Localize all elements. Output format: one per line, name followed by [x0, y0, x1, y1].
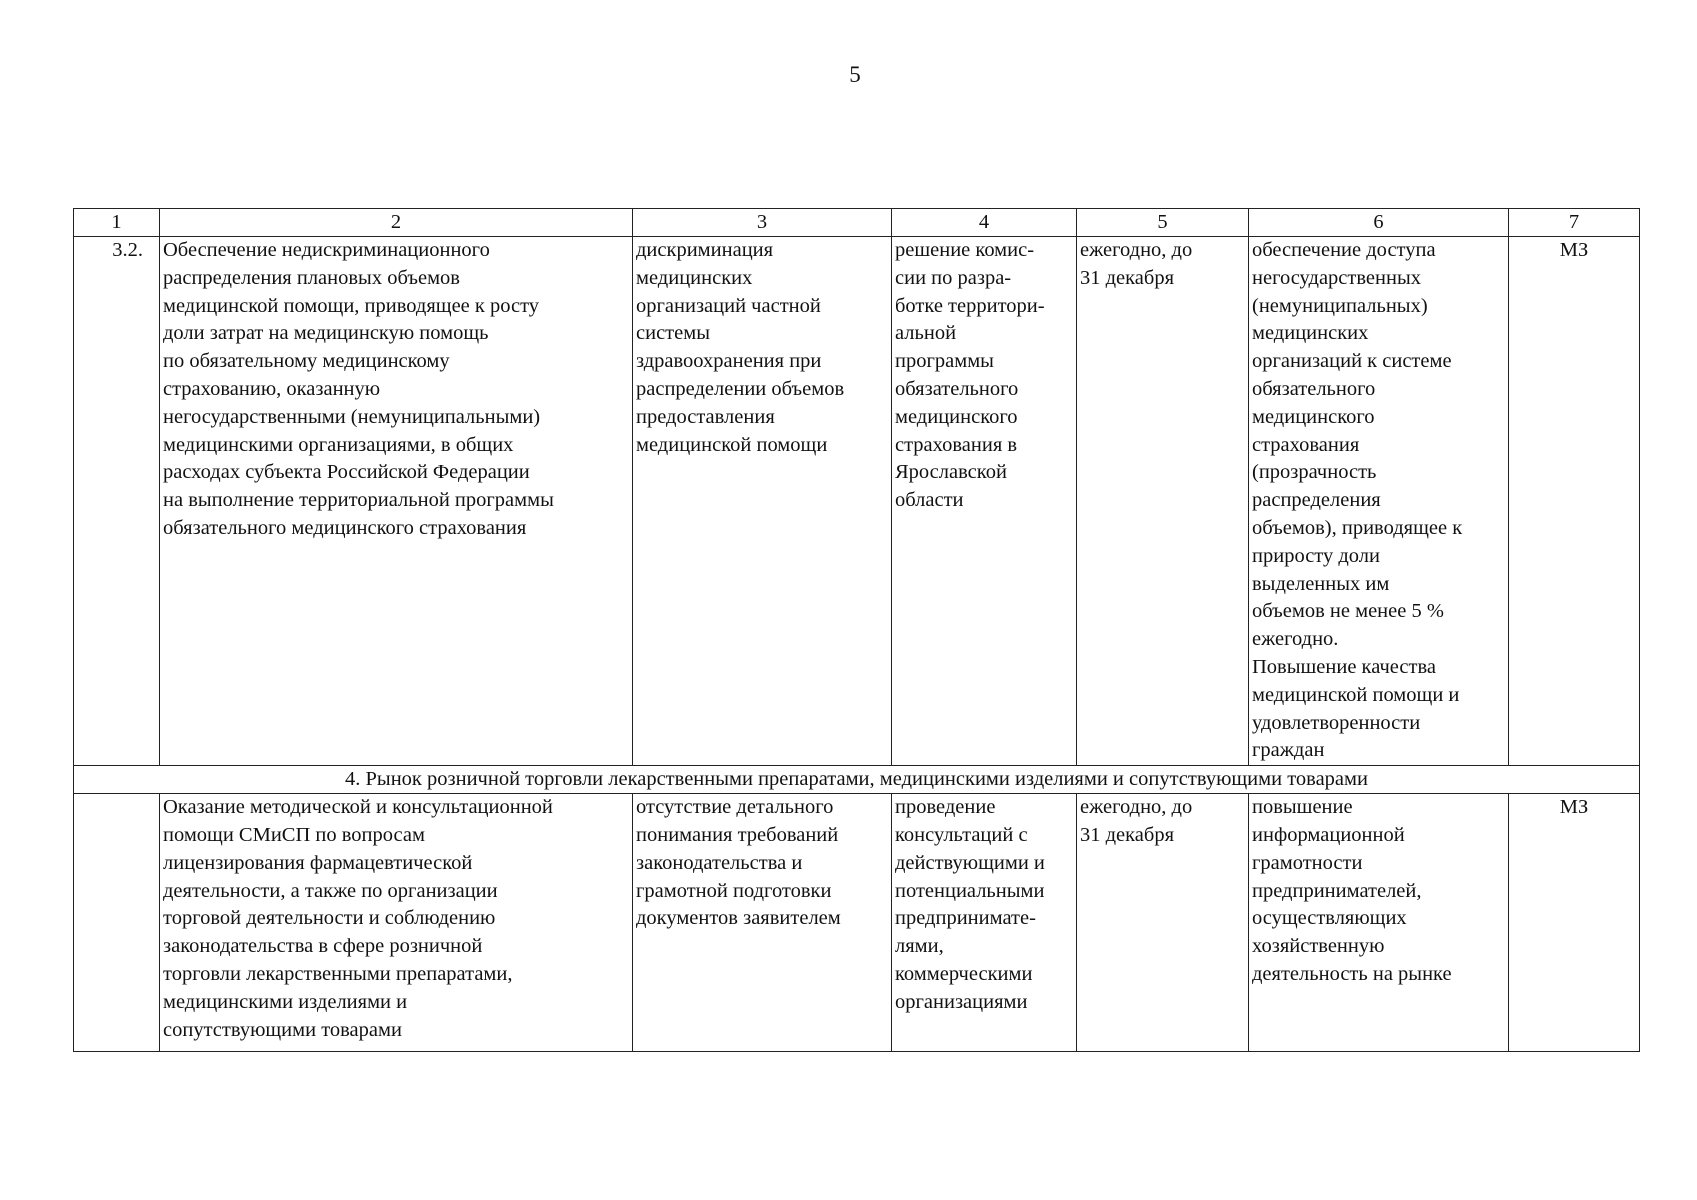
measure-cell: Оказание методической и консультационной помощи СМиСП по вопросам лицензирования фармацевтической деятельности, а также по организации торговой деятельности и соблюдению законодательства в сфере розничной торговли лекарственными препаратами, медицинскими изделиями и сопутствующими товарами [160, 794, 633, 1052]
col-header-2: 2 [160, 209, 633, 237]
deadline-cell: ежегодно, до 31 декабря [1077, 237, 1249, 766]
section-heading-row [74, 766, 1640, 794]
document-cell: проведение консультаций с действующими и потенциальными предпринимате- лями, коммерческими организациями [892, 794, 1077, 1052]
header-row [74, 209, 1640, 237]
col-header-7: 7 [1509, 209, 1640, 237]
table-row [74, 794, 1640, 1052]
page-number: 5 [849, 62, 861, 87]
problem-cell: дискриминация медицинских организаций частной системы здравоохранения при распределении объемов предоставления медицинской помощи [633, 237, 892, 766]
responsible-cell: МЗ [1509, 237, 1640, 766]
col-header-3: 3 [633, 209, 892, 237]
responsible-cell: МЗ [1509, 794, 1640, 1052]
col-header-4: 4 [892, 209, 1077, 237]
result-cell: обеспечение доступа негосударственных (немуниципальных) медицинских организаций к системе обязательного медицинского страхования (прозрачность распределения объемов), приводящее к приросту доли выделенных им объемов не менее 5 % ежегодно. Повышение качества медицинской помощи и удовлетворенности граждан [1249, 237, 1509, 766]
problem-cell: отсутствие детального понимания требований законодательства и грамотной подготовки документов заявителем [633, 794, 892, 1052]
document-cell: решение комис- сии по разра- ботке территори- альной программы обязательного медицинского страхования в Ярославской области [892, 237, 1077, 766]
col-header-6: 6 [1249, 209, 1509, 237]
col-header-1: 1 [74, 209, 160, 237]
result-cell: повышение информационной грамотности предпринимателей, осуществляющих хозяйственную деятельность на рынке [1249, 794, 1509, 1052]
measure-cell: Обеспечение недискриминационного распределения плановых объемов медицинской помощи, приводящее к росту доли затрат на медицинскую помощь по обязательному медицинскому страхованию, оказанную негосударственными (немуниципальными) медицинскими организациями, в общих расходах субъекта Российской Федерации на выполнение территориальной программы обязательного медицинского страхования [160, 237, 633, 766]
col-header-5: 5 [1077, 209, 1249, 237]
row-number: 3.2. [74, 237, 160, 766]
section-heading: 4. Рынок розничной торговли лекарственными препаратами, медицинскими изделиями и сопутствующими товарами [74, 766, 1640, 794]
measures-table [73, 208, 1640, 1052]
row-number [74, 794, 160, 1052]
table-row [74, 237, 1640, 766]
deadline-cell: ежегодно, до 31 декабря [1077, 794, 1249, 1052]
